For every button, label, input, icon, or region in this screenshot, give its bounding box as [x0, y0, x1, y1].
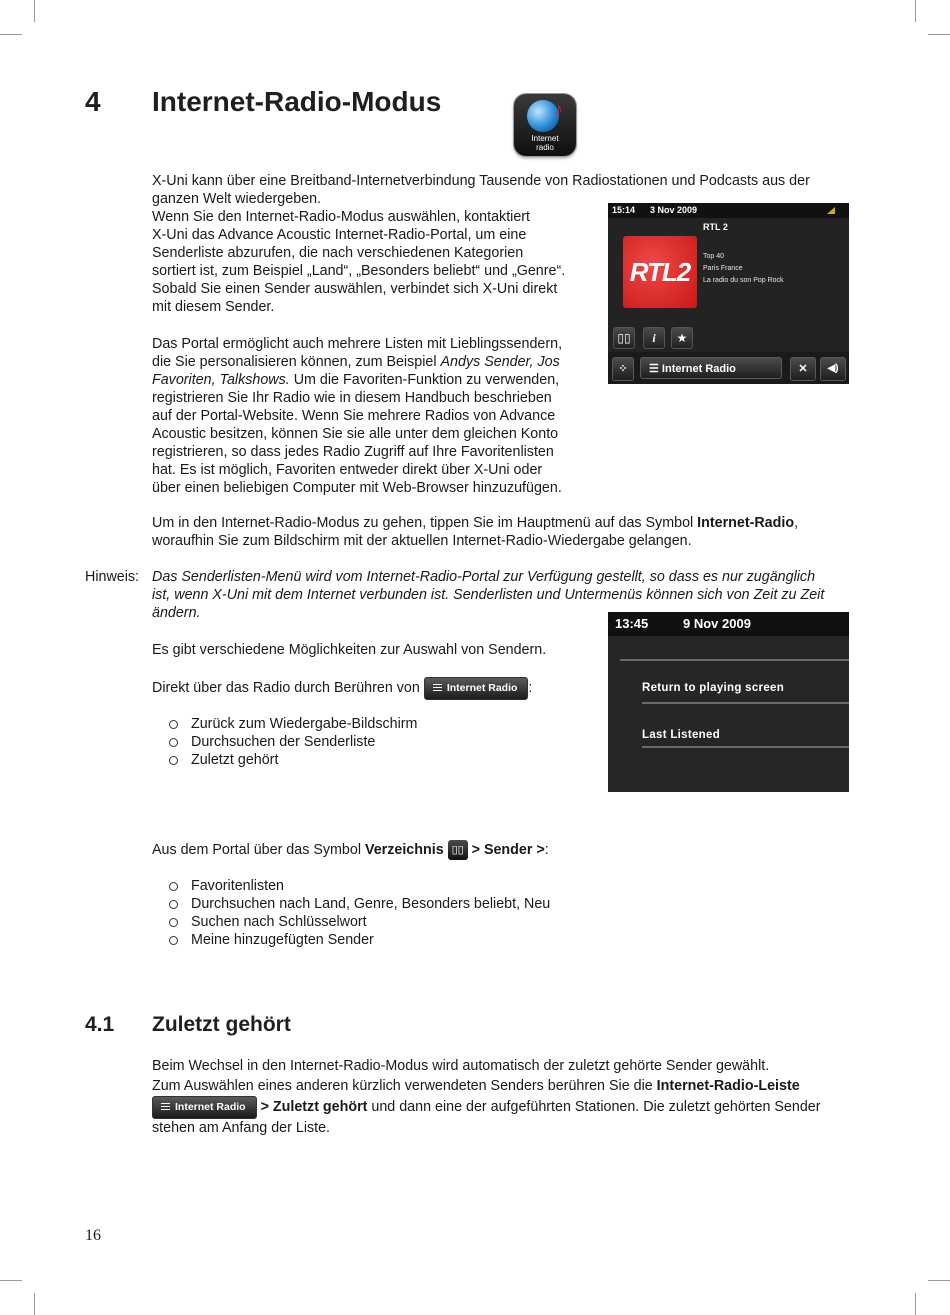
date: 9 Nov 2009	[683, 616, 751, 631]
status-bar	[608, 612, 849, 636]
station-name: RTL 2	[703, 222, 728, 232]
crop-mark	[915, 1293, 916, 1315]
icon-label-line2: radio	[536, 143, 554, 152]
divider	[642, 746, 849, 748]
internet-radio-button: Internet Radio	[152, 1096, 257, 1119]
clock: 15:14	[612, 205, 636, 215]
crop-mark	[0, 1280, 22, 1281]
internet-radio-button: Internet Radio	[424, 677, 529, 700]
station-info-1: Top 40	[703, 253, 725, 260]
bottom-bar	[608, 352, 849, 384]
intro-paragraph-3: Das Portal ermöglicht auch mehrere Listen mit Lieblingssendern, die Sie personalisieren können, zum Beispiel Andys Sender, Jos Favoriten, Talkshows. Um die Favoriten-Funktion zu verwenden, registrieren Sie Ihr Radio wie in diesem Handbuch beschrieben auf der Portal-Website. Wenn Sie mehrere Radios von Advance Acoustic besitzen, können Sie sie alle unter dem gleichen Konto registrieren, so dass jedes Radio Zugriff auf Ihre Favoritenlisten hat. Es ist möglich, Favoriten entweder direkt über X-Uni oder über einen beliebigen Computer mit Web-Browser hinzuzufügen.	[152, 336, 563, 496]
list-item: Zuletzt gehört	[152, 751, 417, 769]
intro-paragraph-2: Wenn Sie den Internet-Radio-Modus auswählen, kontaktiert X-Uni das Advance Acoustic Internet-Radio-Portal, um eine Senderliste abzurufen, die nach verschiedenen Kategorien sortiert ist, zum Beispiel „Land“, „Besonders beliebt“ und „Genre“. Sobald Sie einen Sender auswählen, verbindet sich X-Uni direkt mit diesem Sender.	[152, 209, 566, 315]
internet-radio-icon	[514, 94, 576, 156]
book-icon: ▯▯	[448, 840, 468, 860]
intro-paragraph-1: X-Uni kann über eine Breitband-Internetverbindung Tausende von Radiostationen und Podcasts aus der ganzen Welt wiedergeben.	[152, 173, 810, 207]
list-item: Durchsuchen nach Land, Genre, Besonders beliebt, Neu	[152, 895, 550, 913]
close-icon: ✕	[790, 357, 816, 381]
clock: 13:45	[615, 616, 649, 631]
list-item: Durchsuchen der Senderliste	[152, 733, 417, 751]
direct-options-list	[152, 715, 417, 769]
mode-paragraph: Um in den Internet-Radio-Modus zu gehen, tippen Sie im Hauptmenü auf das Symbol Internet-Radio, woraufhin Sie zum Bildschirm mit der aktuellen Internet-Radio-Wiedergabe gelangen.	[152, 515, 799, 549]
portal-line: Aus dem Portal über das Symbol Verzeichnis ▯▯ > Sender >:	[152, 838, 549, 862]
internet-radio-bar: ☰ Internet Radio	[640, 357, 782, 379]
crop-mark	[915, 0, 916, 22]
list-item: Favoritenlisten	[152, 877, 550, 895]
direct-line: Direkt über das Radio durch Berühren von Internet Radio :	[152, 676, 532, 700]
grid-icon: ⁘	[612, 357, 634, 381]
now-playing-screenshot	[608, 203, 849, 384]
book-icon: ▯▯	[613, 327, 635, 349]
favorite-star-icon: ★	[671, 327, 693, 349]
crop-mark	[34, 1293, 35, 1315]
page-number: 16	[85, 1227, 101, 1244]
crop-mark	[928, 34, 950, 35]
portal-options-list	[152, 877, 550, 949]
section-paragraph: Beim Wechsel in den Internet-Radio-Modus wird automatisch der zuletzt gehörte Sender gewählt. Zum Auswählen eines anderen kürzlich verwendeten Senders berühren Sie die Internet-Radio-Leiste Internet Radio > Zuletzt gehört und dann eine der aufgeführten Stationen. Die zuletzt gehörten Sender stehen am Anfang der Liste.	[152, 1058, 821, 1136]
list-item: Zurück zum Wiedergabe-Bildschirm	[152, 715, 417, 733]
note-text: Das Senderlisten-Menü wird vom Internet-Radio-Portal zur Verfügung gestellt, so dass es nur zugänglich ist, wenn X-Uni mit dem Internet verbunden ist. Senderlisten und Untermenüs können sich von Zeit zu Zeit ändern.	[152, 569, 825, 621]
volume-icon: ◀)	[820, 357, 846, 381]
menu-icon	[161, 1103, 170, 1110]
station-info-3: La radio du son Pop Rock	[703, 277, 784, 284]
station-logo: RTL2	[623, 236, 697, 308]
list-item: Meine hinzugefügten Sender	[152, 931, 550, 949]
status-bar	[608, 203, 849, 218]
menu-icon	[433, 684, 442, 691]
menu-item-return: Return to playing screen	[642, 682, 785, 694]
signal-icon	[827, 207, 835, 214]
section-number: 4.1	[85, 1013, 115, 1036]
date: 3 Nov 2009	[650, 205, 698, 215]
icon-label-line1: Internet	[531, 134, 559, 143]
menu-screenshot	[608, 612, 849, 792]
chapter-number: 4	[85, 86, 101, 117]
divider	[620, 659, 849, 661]
ways-text: Es gibt verschiedene Möglichkeiten zur Auswahl von Sendern.	[152, 642, 547, 658]
station-info-2: Paris France	[703, 265, 743, 272]
crop-mark	[34, 0, 35, 22]
divider	[642, 702, 849, 704]
menu-item-last-listened: Last Listened	[642, 729, 721, 741]
music-note-icon: ♪	[554, 99, 563, 119]
info-icon: i	[643, 327, 665, 349]
section-title: Zuletzt gehört	[152, 1013, 291, 1036]
list-item: Suchen nach Schlüsselwort	[152, 913, 550, 931]
note-label: Hinweis:	[85, 569, 140, 585]
chapter-title: Internet-Radio-Modus	[152, 86, 442, 117]
crop-mark	[928, 1280, 950, 1281]
crop-mark	[0, 34, 22, 35]
